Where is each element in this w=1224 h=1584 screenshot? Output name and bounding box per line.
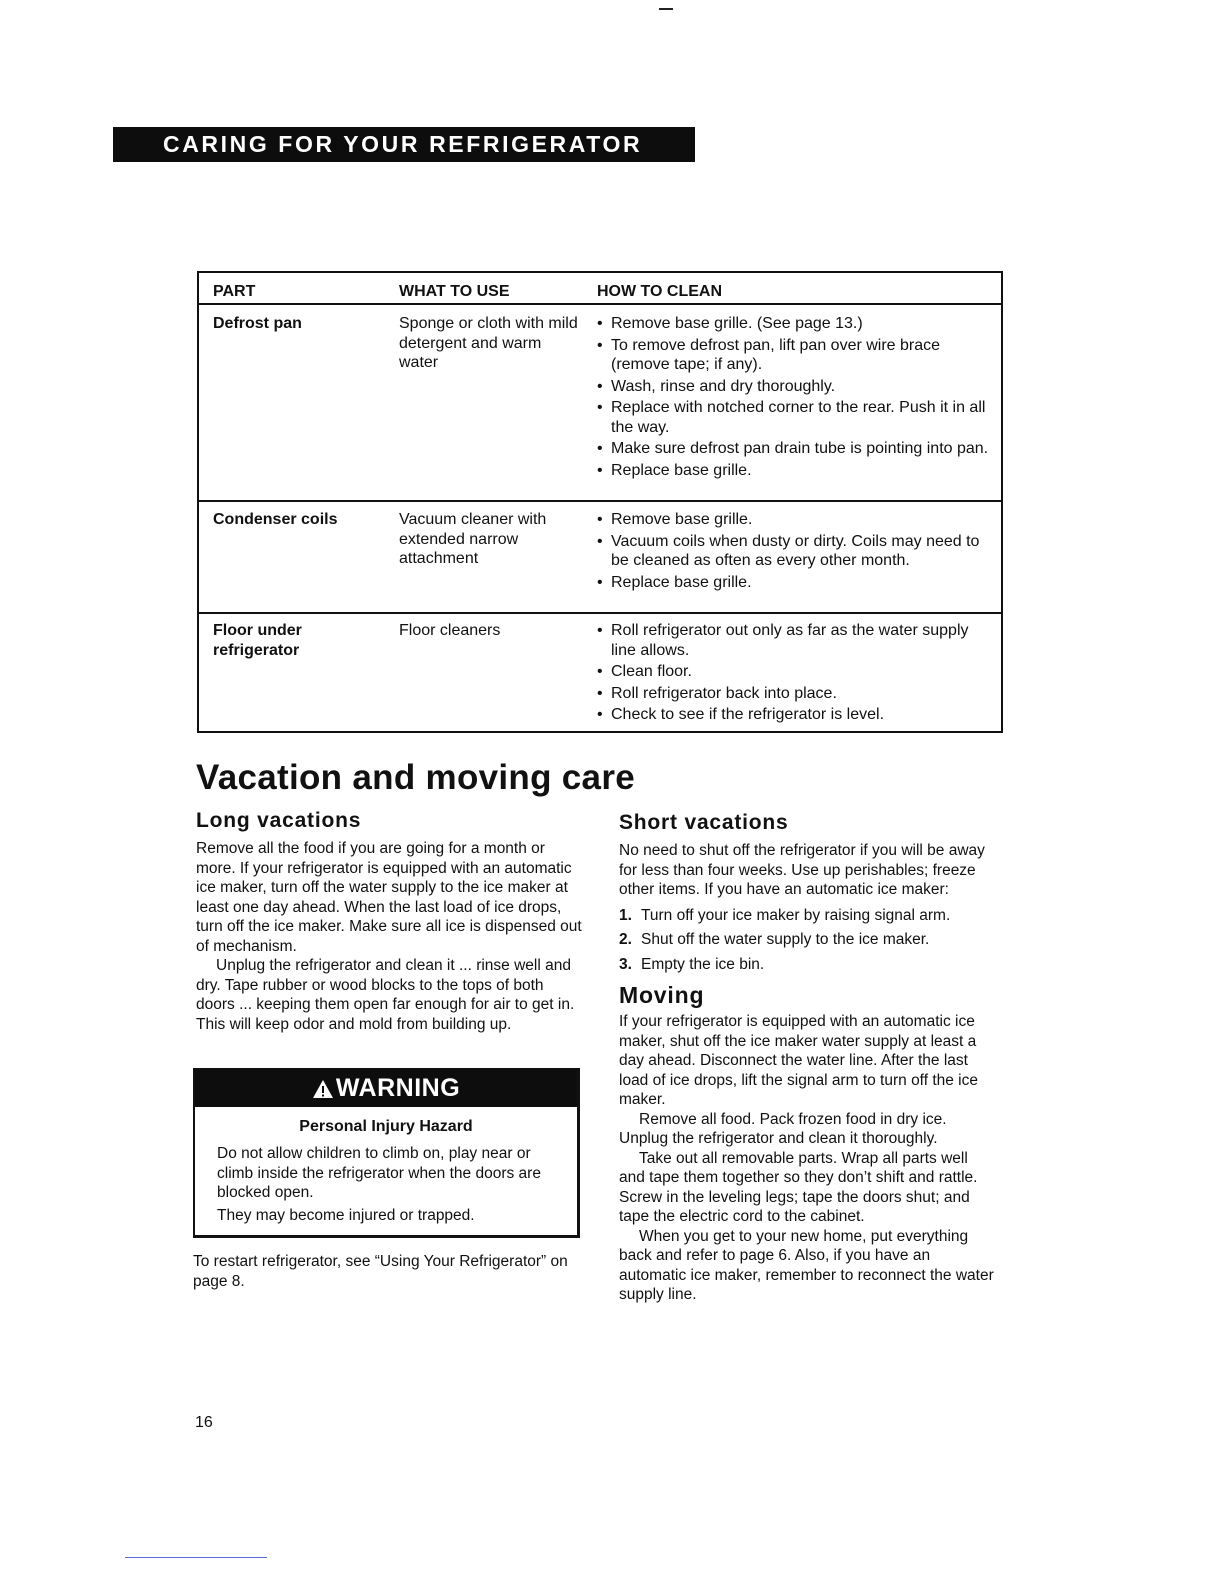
table-row bbox=[199, 303, 1001, 502]
moving-paragraph: Take out all removable parts. Wrap all parts well and tape them together so they don’t shift and rattle. Screw in the leveling legs; tape the doors shut; and tape the electric cord to the cabinet. bbox=[619, 1149, 978, 1225]
long-vacations-heading: Long vacations bbox=[196, 809, 362, 832]
column-header-what-to-use: WHAT TO USE bbox=[399, 283, 510, 300]
warning-label: WARNING bbox=[335, 1074, 461, 1102]
right-column bbox=[619, 810, 994, 1305]
step-item: • Vacuum coils when dusty or dirty. Coils may need to be cleaned as often as every other month. bbox=[597, 532, 997, 571]
short-vacations-steps bbox=[619, 906, 994, 975]
scan-mark bbox=[659, 8, 673, 10]
hazard-title: Personal Injury Hazard bbox=[299, 1118, 473, 1135]
moving-paragraph: If your refrigerator is equipped with an automatic ice maker, shut off the ice maker water supply at least a day ahead. Disconnect the water line. After the last load of ice drops, lift the signal arm to turn off the ice maker. bbox=[619, 1013, 978, 1108]
cleaning-supplies: Floor cleaners bbox=[399, 622, 501, 639]
warning-triangle-icon bbox=[312, 1079, 334, 1099]
left-column bbox=[196, 808, 582, 1034]
cleaning-table bbox=[197, 271, 1003, 733]
hazard-line: Do not allow children to climb on, play near or climb inside the refrigerator when the doors are blocked open. bbox=[217, 1145, 541, 1201]
step-item: • Roll refrigerator out only as far as the water supply line allows. bbox=[597, 621, 997, 660]
moving-paragraph: When you get to your new home, put everything back and refer to page 6. Also, if you have an automatic ice maker, remember to reconnect the water supply line. bbox=[619, 1227, 994, 1303]
table-row bbox=[199, 612, 1001, 734]
footer-rule bbox=[125, 1557, 267, 1558]
cleaning-supplies: Sponge or cloth with mild detergent and warm water bbox=[399, 315, 578, 371]
step-item: • Remove base grille. (See page 13.) bbox=[597, 314, 997, 334]
cleaning-steps bbox=[597, 314, 997, 482]
section-banner: CARING FOR YOUR REFRIGERATOR bbox=[113, 127, 695, 162]
step-item: • To remove defrost pan, lift pan over wire brace (remove tape; if any). bbox=[597, 336, 997, 375]
step-item: • Roll refrigerator back into place. bbox=[597, 684, 997, 704]
step-item: • Replace with notched corner to the rear. Push it in all the way. bbox=[597, 398, 997, 437]
moving-paragraph: Remove all food. Pack frozen food in dry ice. Unplug the refrigerator and clean it thoroughly. bbox=[619, 1110, 947, 1147]
step-item: • Replace base grille. bbox=[597, 573, 997, 593]
step-item: • Wash, rinse and dry thoroughly. bbox=[597, 377, 997, 397]
section-title: Vacation and moving care bbox=[196, 758, 636, 797]
part-name: Defrost pan bbox=[213, 315, 302, 332]
list-item: 1. Turn off your ice maker by raising signal arm. bbox=[619, 906, 951, 924]
long-vacations-paragraph: Unplug the refrigerator and clean it ... rinse well and dry. Tape rubber or wood blocks to the tops of both doors ... keeping them open far enough for air to get in. This will keep odor and mold from building up. bbox=[196, 957, 575, 1033]
step-item: • Make sure defrost pan drain tube is pointing into pan. bbox=[597, 439, 997, 459]
cleaning-steps bbox=[597, 510, 997, 594]
short-vacations-intro: No need to shut off the refrigerator if you will be away for less than four weeks. Use up perishables; freeze other items. If you have an automatic ice maker: bbox=[619, 842, 985, 898]
part-name: Condenser coils bbox=[213, 511, 338, 528]
restart-note: To restart refrigerator, see “Using Your Refrigerator” on page 8. bbox=[193, 1253, 568, 1290]
table-row bbox=[199, 500, 1001, 614]
cleaning-supplies: Vacuum cleaner with extended narrow attachment bbox=[399, 511, 547, 567]
table-header-row bbox=[199, 273, 1001, 303]
list-item: 2. Shut off the water supply to the ice maker. bbox=[619, 931, 930, 948]
column-header-part: PART bbox=[213, 283, 256, 300]
step-item: • Remove base grille. bbox=[597, 510, 997, 530]
hazard-text bbox=[217, 1144, 561, 1225]
long-vacations-paragraph: Remove all the food if you are going for a month or more. If your refrigerator is equipped with an automatic ice maker, turn off the water supply to the ice maker at least one day ahead. When the last load of ice drops, turn off the ice maker. Make sure all ice is dispensed out of mechanism. bbox=[196, 840, 582, 955]
step-item: • Replace base grille. bbox=[597, 461, 997, 481]
column-header-how-to-clean: HOW TO CLEAN bbox=[597, 283, 723, 300]
page-number: 16 bbox=[195, 1414, 213, 1431]
short-vacations-heading: Short vacations bbox=[619, 811, 789, 834]
step-item: • Clean floor. bbox=[597, 662, 997, 682]
warning-banner bbox=[195, 1070, 577, 1107]
moving-heading: Moving bbox=[619, 982, 705, 1008]
hazard-line: They may become injured or trapped. bbox=[217, 1206, 475, 1224]
step-item: • Check to see if the refrigerator is level. bbox=[597, 705, 997, 725]
cleaning-steps bbox=[597, 621, 997, 727]
warning-box bbox=[193, 1068, 580, 1238]
part-name: Floor under refrigerator bbox=[213, 622, 302, 659]
list-item: 3. Empty the ice bin. bbox=[619, 955, 765, 973]
